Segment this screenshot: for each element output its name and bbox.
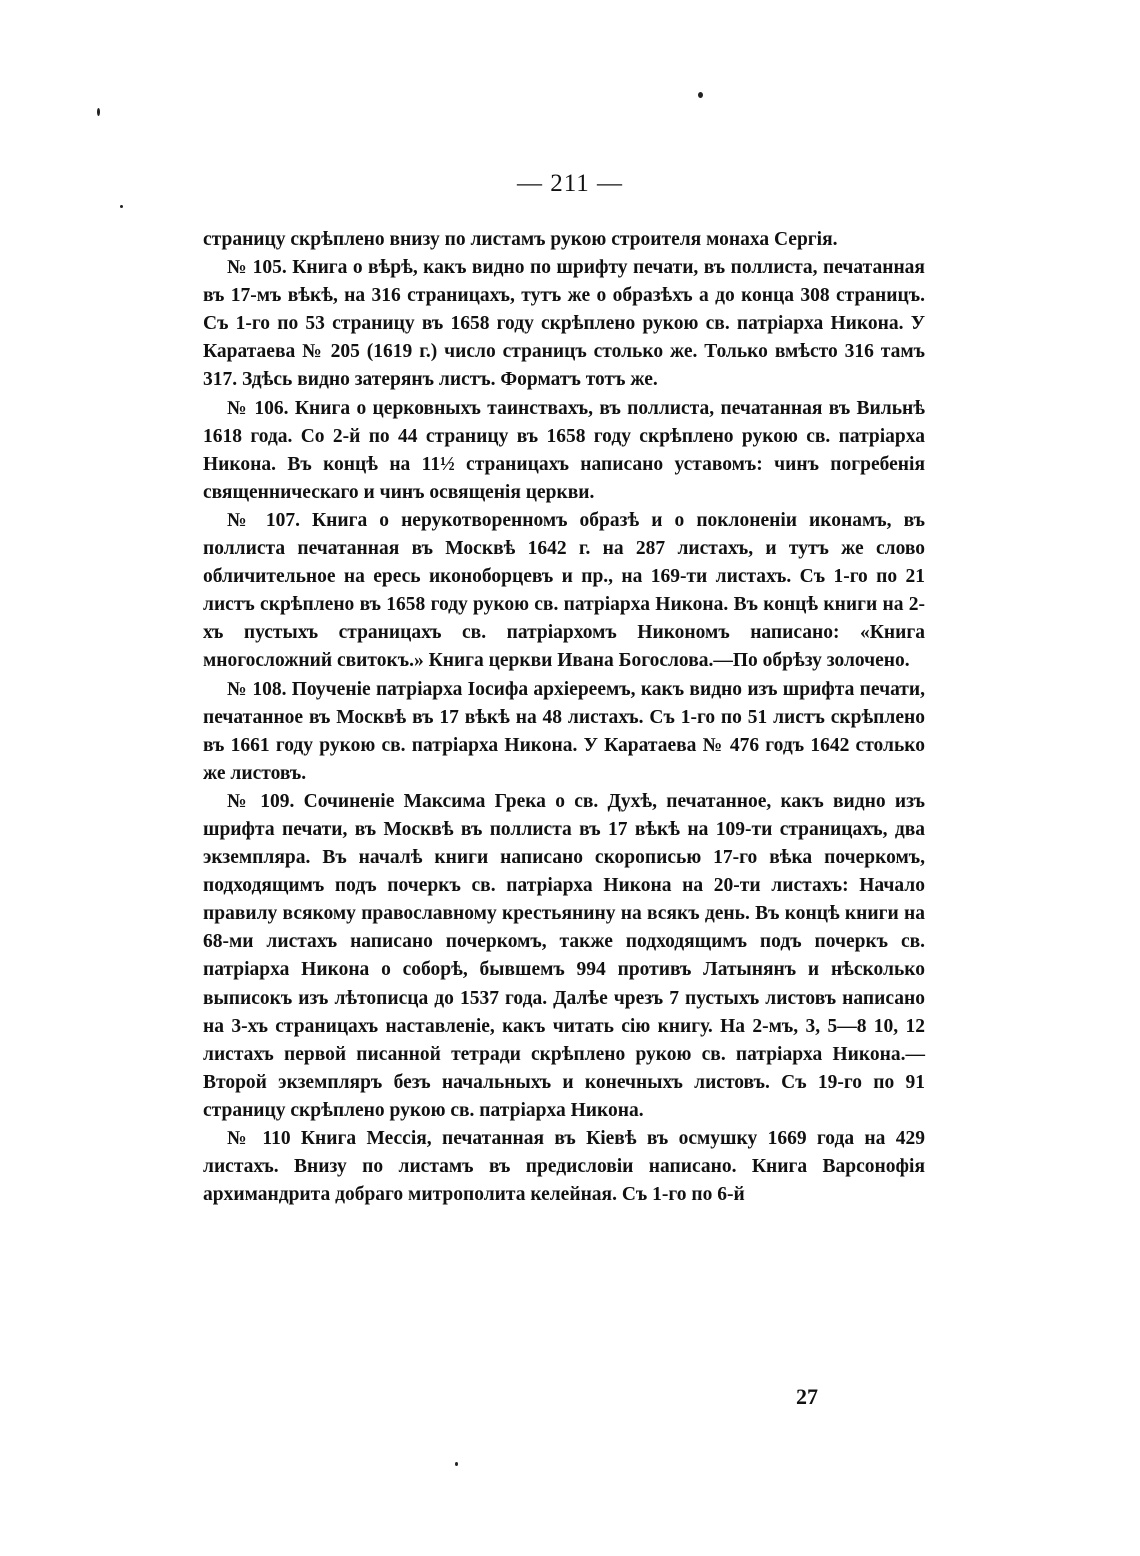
paragraph-continuation: страницу скрѣплено внизу по листамъ рукою строителя монаха Сергія.	[203, 229, 838, 250]
scan-speck	[455, 1462, 458, 1466]
scan-speck	[97, 108, 100, 116]
text-column	[203, 226, 925, 1209]
paragraph-entry-108: № 108. Поученіе патріарха Іосифа архіереемъ, какъ видно изъ шрифта печати, печатанное въ Москвѣ въ 17 вѣкѣ на 48 листахъ. Съ 1-го по 51 листъ скрѣплено въ 1661 году рукою св. патріарха Никона. У Каратаева № 476 годъ 1642 столько же листовъ.	[203, 678, 925, 784]
scan-speck	[698, 92, 703, 98]
page-number: — 211 —	[516, 170, 624, 197]
paragraph-entry-110: № 110 Книга Мессія, печатанная въ Кіевѣ въ осмушку 1669 года на 429 листахъ. Внизу по листамъ въ предисловіи написано. Книга Варсонофія архимандрита добраго митрополита келейная. Съ 1-го по 6-й	[203, 1128, 925, 1206]
paragraph-entry-106: № 106. Книга о церковныхъ таинствахъ, въ поллиста, печатанная въ Вильнѣ 1618 года. Со 2-й по 44 страницу въ 1658 году скрѣплено рукою св. патріарха Никона. Въ концѣ на 11½ страницахъ написано уставомъ: чинъ погребенія священническаго и чинъ освященія церкви.	[203, 397, 925, 503]
scan-speck	[120, 205, 123, 208]
signature-mark: 27	[796, 1384, 818, 1409]
paragraph-entry-105: № 105. Книга о вѣрѣ, какъ видно по шрифту печати, въ поллиста, печатанная въ 17-мъ вѣкѣ, на 316 страницахъ, тутъ же о образѣхъ а до конца 308 страницъ. Съ 1-го по 53 страницу въ 1658 году скрѣплено рукою св. патріарха Никона. У Каратаева № 205 (1619 г.) число страницъ столько же. Только вмѣсто 316 тамъ 317. Здѣсь видно затерянъ листъ. Форматъ тотъ же.	[203, 257, 925, 391]
paragraph-entry-109: № 109. Сочиненіе Максима Грека о св. Духѣ, печатанное, какъ видно изъ шрифта печати, въ Москвѣ въ поллиста въ 17 вѣкѣ на 109-ти страницахъ, два экземпляра. Въ началѣ книги написано скорописью 17-го вѣка почеркомъ, подходящимъ подъ почеркъ св. патріарха Никона на 20-ти листахъ: Начало правилу всякому православному крестьянину на всякъ день. Въ концѣ книги на 68-ми листахъ написано почеркомъ, также подходящимъ подъ почеркъ св. патріарха Никона о соборѣ, бывшемъ 994 противъ Латынянъ и нѣсколько выписокъ изъ лѣтописца до 1537 года. Далѣе чрезъ 7 пустыхъ листовъ написано на 3-хъ страницахъ наставленіе, какъ читать сію книгу. На 2-мъ, 3, 5—8 10, 12 листахъ первой писанной тетради скрѣплено рукою св. патріарха Никона.—Второй экземпляръ безъ начальныхъ и конечныхъ листовъ. Съ 19-го по 91 страницу скрѣплено рукою св. патріарха Никона.	[203, 790, 925, 1121]
paragraph-entry-107: № 107. Книга о нерукотворенномъ образѣ и о поклоненіи иконамъ, въ поллиста печатанная въ Москвѣ 1642 г. на 287 листахъ, и тутъ же слово обличительное на ересь иконоборцевъ и пр., на 169-ти листахъ. Съ 1-го по 21 листъ скрѣплено въ 1658 году рукою св. патріарха Никона. Въ концѣ книги на 2-хъ пустыхъ страницахъ св. патріархомъ Никономъ написано: «Книга многосложний свитокъ.» Книга церкви Ивана Богослова.—По обрѣзу золочено.	[203, 509, 925, 672]
